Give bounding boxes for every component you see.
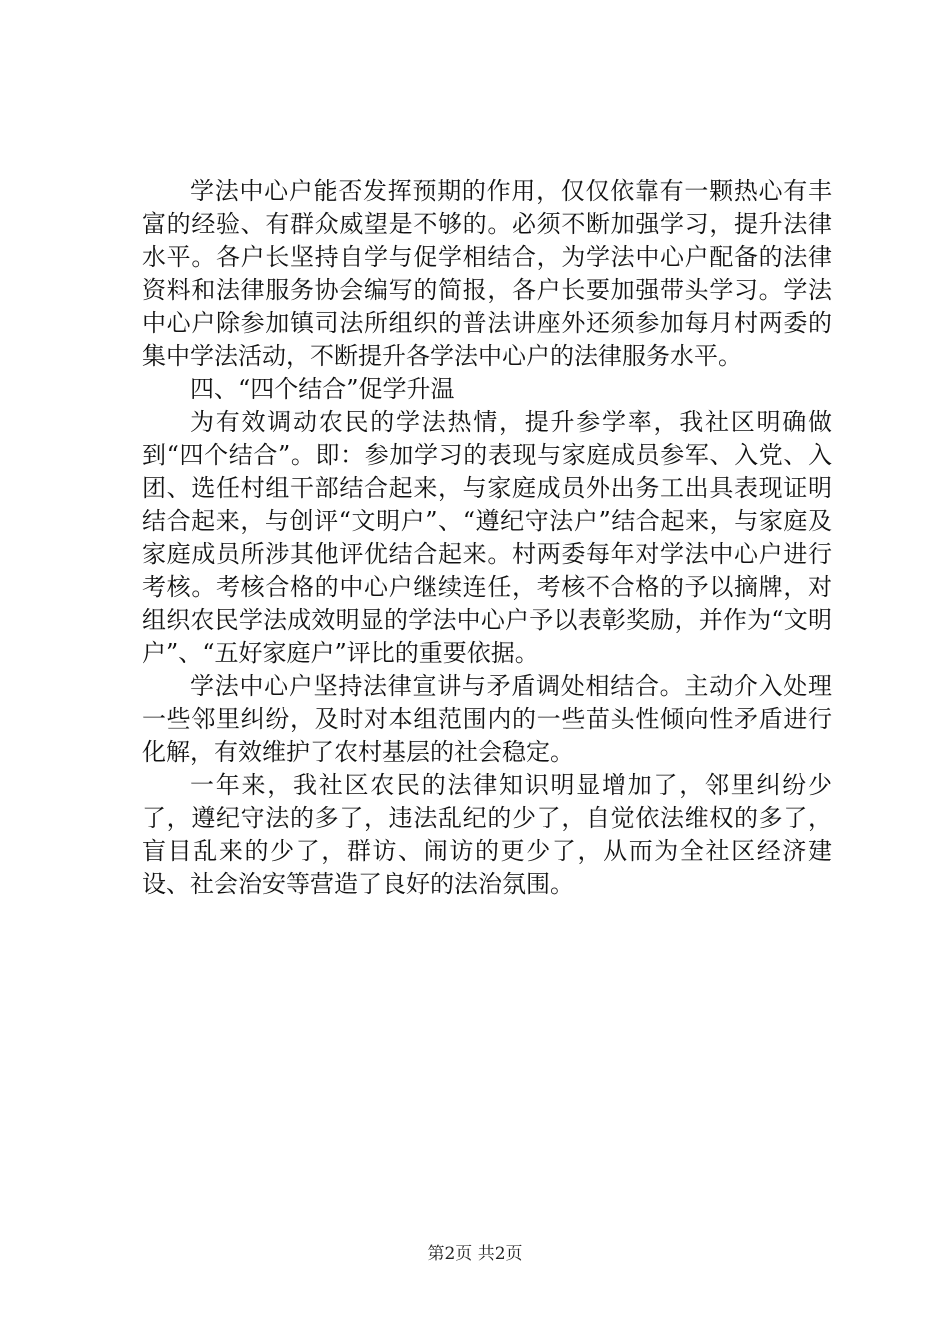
paragraph-annual-results: 一年来，我社区农民的法律知识明显增加了，邻里纠纷少了，遵纪守法的多了，违法乱纪的少了，自觉依法维权的多了，盲目乱来的少了，群访、闹访的更少了，从而为全社区经济建设、社会治安等营造了良好的法治氛围。 (142, 771, 832, 898)
paragraph-study-improvement: 学法中心户能否发挥预期的作用，仅仅依靠有一颗热心有丰富的经验、有群众威望是不够的。必须不断加强学习，提升法律水平。各户长坚持自学与促学相结合，为学法中心户配备的法律资料和法律服务协会编写的简报，各户长要加强带头学习。学法中心户除参加镇司法所组织的普法讲座外还须参加每月村两委的集中学法活动，不断提升各学法中心户的法律服务水平。 (142, 177, 832, 370)
document-body (142, 175, 832, 901)
page-number-footer: 第2页 共2页 (427, 1244, 523, 1264)
paragraph-dispute-mediation: 学法中心户坚持法律宣讲与矛盾调处相结合。主动介入处理一些邻里纠纷，及时对本组范围内的一些苗头性倾向性矛盾进行化解，有效维护了农村基层的社会稳定。 (142, 672, 832, 766)
paragraph-four-combinations: 为有效调动农民的学法热情，提升参学率，我社区明确做到“四个结合”。即：参加学习的表现与家庭成员参军、入党、入团、选任村组干部结合起来，与家庭成员外出务工出具表现证明结合起来，与创评“文明户”、“遵纪守法户”结合起来，与家庭及家庭成员所涉其他评优结合起来。村两委每年对学法中心户进行考核。考核合格的中心户继续连任，考核不合格的予以摘牌，对组织农民学法成效明显的学法中心户予以表彰奖励，并作为“文明户”、“五好家庭户”评比的重要依据。 (142, 408, 832, 667)
section-heading-four-combinations: 四、“四个结合”促学升温 (190, 375, 455, 403)
